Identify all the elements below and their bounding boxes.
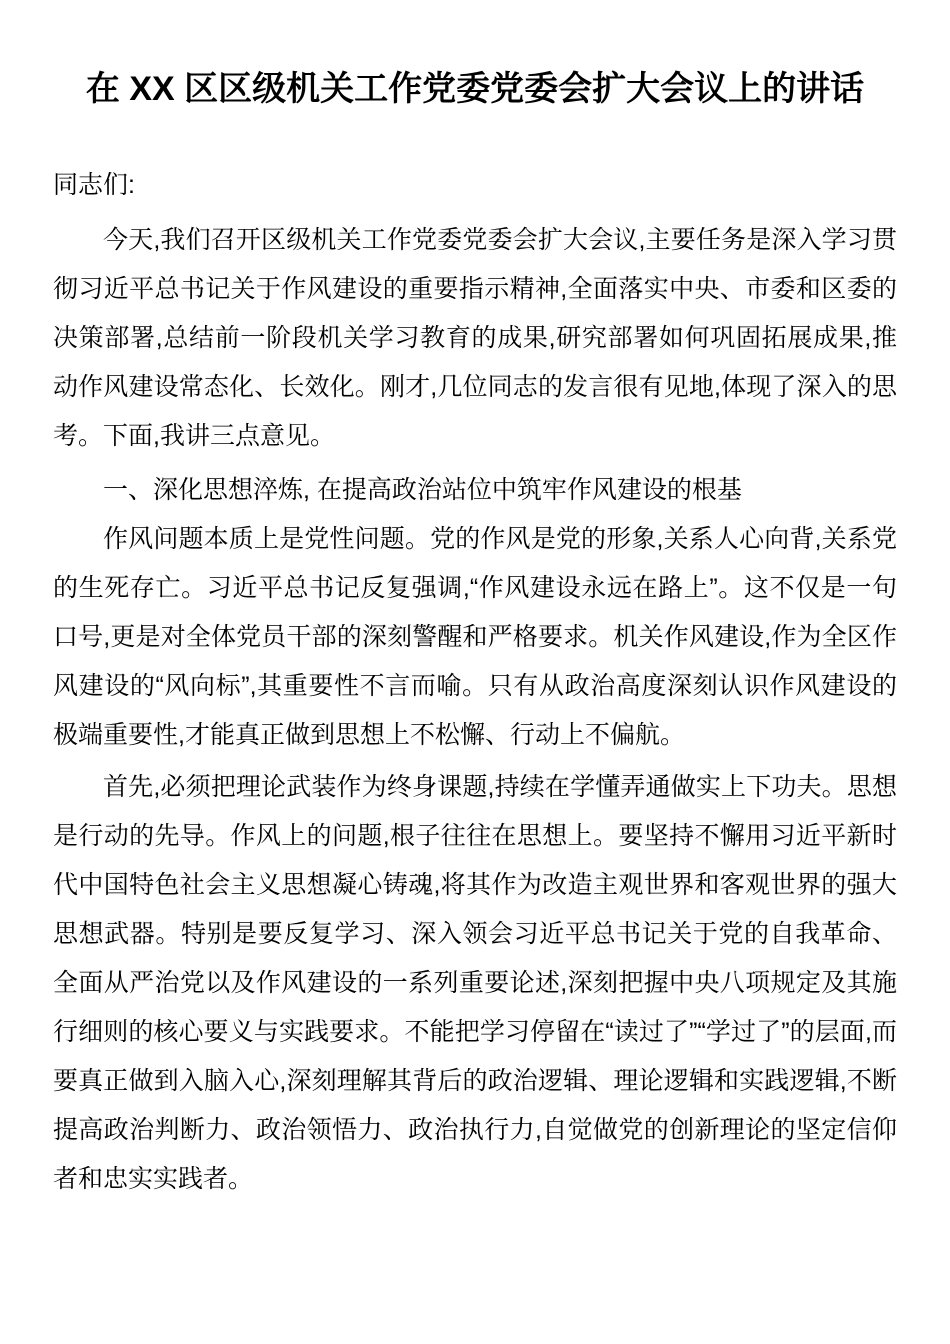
document-title: 在 XX 区区级机关工作党委党委会扩大会议上的讲话 xyxy=(85,70,865,108)
paragraph-opening: 今天,我们召开区级机关工作党委党委会扩大会议,主要任务是深入学习贯彻习近平总书记关于作风建设的重要指示精神,全面落实中央、市委和区委的决策部署,总结前一阶段机关学习教育的成果,研究部署如何巩固拓展成果,推动作风建设常态化、长效化。刚才,几位同志的发言很有见地,体现了深入的思考。下面,我讲三点意见。 xyxy=(53,226,897,450)
paragraph-body-1: 作风问题本质上是党性问题。党的作风是党的形象,关系人心向背,关系党的生死存亡。习近平总书记反复强调,“作风建设永远在路上”。这不仅是一句口号,更是对全体党员干部的深刻警醒和严格要求。机关作风建设,作为全区作风建设的“风向标”,其重要性不言而喻。只有从政治高度深刻认识作风建设的极端重要性,才能真正做到思想上不松懈、行动上不偏航。 xyxy=(53,525,897,749)
salutation: 同志们: xyxy=(53,171,135,199)
paragraph-body-2: 首先,必须把理论武装作为终身课题,持续在学懂弄通做实上下功夫。思想是行动的先导。作风上的问题,根子往往在思想上。要坚持不懈用习近平新时代中国特色社会主义思想凝心铸魂,将其作为改造主观世界和客观世界的强大思想武器。特别是要反复学习、深入领会习近平总书记关于党的自我革命、全面从严治党以及作风建设的一系列重要论述,深刻把握中央八项规定及其施行细则的核心要义与实践要求。不能把学习停留在“读过了”“学过了”的层面,而要真正做到入脑入心,深刻理解其背后的政治逻辑、理论逻辑和实践逻辑,不断提高政治判断力、政治领悟力、政治执行力,自觉做党的创新理论的坚定信仰者和忠实实践者。 xyxy=(53,773,897,1193)
section-heading-1: 一、深化思想淬炼, 在提高政治站位中筑牢作风建设的根基 xyxy=(103,476,742,504)
